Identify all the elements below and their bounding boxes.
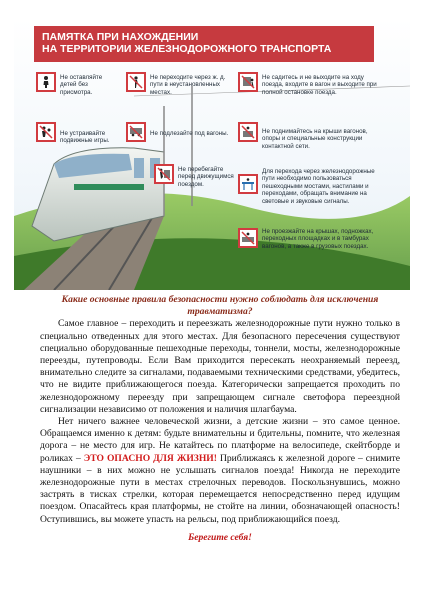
rule-text-4: Не устраивайте подвижные игры. [60,130,110,145]
paragraph-2-end: Приближаясь к железной дороге – снимите наушники – в них можно не услышать сигналов поезда! Никогда не переходите железнодорожные пути в местах стрелочных переводов. Поскользнувшись, можно застрять в тисках стрелки, которая перемещается непосредственно перед идущим поездом. Опасайтесь края платформы, не стойте на линии, обозначающей опасность! Оступившись, вы можете упасть на рельсы, под приближающийся поезд. [40,452,400,525]
banner-title-line-2: НА ТЕРРИТОРИИ ЖЕЛЕЗНОДОРОЖНОГО ТРАНСПОРТА [42,43,332,55]
no-crossing-icon [126,72,146,92]
article-paragraph-1: Самое главное – переходить и переезжать железнодорожные пути нужно только в специально отведенных для этого местах. Для безопасного пересечения существуют специально оборудованные пешеходные переходы, тоннели, мосты, железнодорожные переезды, путепроводы. Если Вам приходится пересекать неохраняемый переезд, внимательно следите за сигналами, подаваемыми техническими средствами, убедитесь, что не видите приближающегося поезда. Категорически запрещается проходить по железнодорожному переезду при запрещающем сигнале светофора переездной сигнализации независимо от положения и наличия шлагбаума. [40,318,400,415]
danger-warning: ЭТО ОПАСНО ДЛЯ ЖИЗНИ! [83,452,217,464]
no-roof-icon [238,122,258,142]
rule-text-8: Для перехода через железнодорожные пути необходимо пользоваться пешеходными мостами, настилами и переходами, обращать внимание на световые и звуковые сигналы. [262,168,375,205]
article-body [40,294,400,544]
rule-text-7: Не перебегайте перед движущимся поездом. [178,166,234,188]
closing-slogan: Берегите себя! [188,531,252,543]
rule-text-1: Не оставляйте детей без присмотра. [60,74,103,96]
rule-text-9: Не проезжайте на крышах, подножках, переходных площадках и в тамбурах вагонов, а также в грузовых поездах. [262,228,374,250]
paragraph-2-start: Нет ничего важнее человеческой жизни, а детские жизни – это самое ценное. Обращаемся именно к детям: будьте внимательны и бдительны, помните, что железная дорога – не место для игр. Не катайтесь по платформе на велосипеде, скейтборде и роликах – [40,416,400,464]
no-ride-roof-icon [238,228,258,248]
pedestrian-bridge-icon [238,174,258,194]
rule-text-5: Не подлезайте под вагоны. [150,130,229,137]
rule-text-3: Не садитесь и не выходите на ходу поезда, входите в вагон и выходите при полной остановке поезда. [262,74,377,96]
no-run-train-icon [154,164,174,184]
no-games-icon [36,122,56,142]
rules-grid [14,18,410,290]
rule-text-2: Не переходите через ж. д. пути в неустановленных местах. [150,74,226,96]
rule-text-6: Не поднимайтесь на крыши вагонов, опоры и специальные конструкции контактной сети. [262,128,368,150]
no-jump-icon [238,72,258,92]
child-icon [36,72,56,92]
safety-poster [14,18,410,290]
article-paragraph-2 [40,416,400,526]
no-climb-train-icon [126,122,146,142]
banner-title-line-1: ПАМЯТКА ПРИ НАХОЖДЕНИИ [42,31,199,43]
article-question: Какие основные правила безопасности нужно соблюдать для исключения травматизма? [61,294,379,318]
